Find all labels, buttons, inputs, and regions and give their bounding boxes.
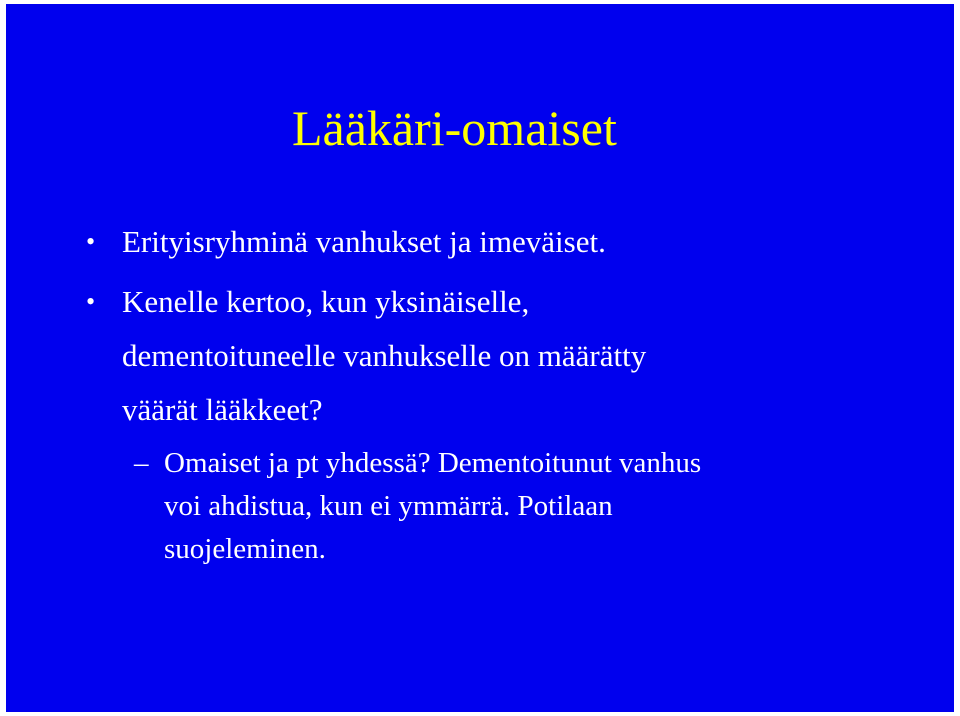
slide-title: Lääkäri-omaiset <box>292 100 617 156</box>
sub-bullet-dash-icon: – <box>134 447 149 479</box>
bullet-line: väärät lääkkeet? <box>122 392 323 427</box>
sub-bullet-line: suojeleminen. <box>164 533 326 565</box>
sub-bullet-line: voi ahdistua, kun ei ymmärrä. Potilaan <box>164 490 613 522</box>
sub-bullet-item <box>134 442 864 571</box>
bullet-dot-icon: • <box>86 227 96 256</box>
bullet-line: Kenelle kertoo, kun yksinäiselle, <box>122 284 530 319</box>
bullet-item <box>86 275 646 437</box>
bullet-item <box>86 215 606 269</box>
bullet-dot-icon: • <box>86 287 96 316</box>
sub-bullet-line: Omaiset ja pt yhdessä? Dementoitunut vanhus <box>164 447 702 479</box>
slide <box>6 4 954 712</box>
bullet-line: dementoituneelle vanhukselle on määrätty <box>122 338 647 373</box>
bullet-line: Erityisryhminä vanhukset ja imeväiset. <box>122 224 606 259</box>
